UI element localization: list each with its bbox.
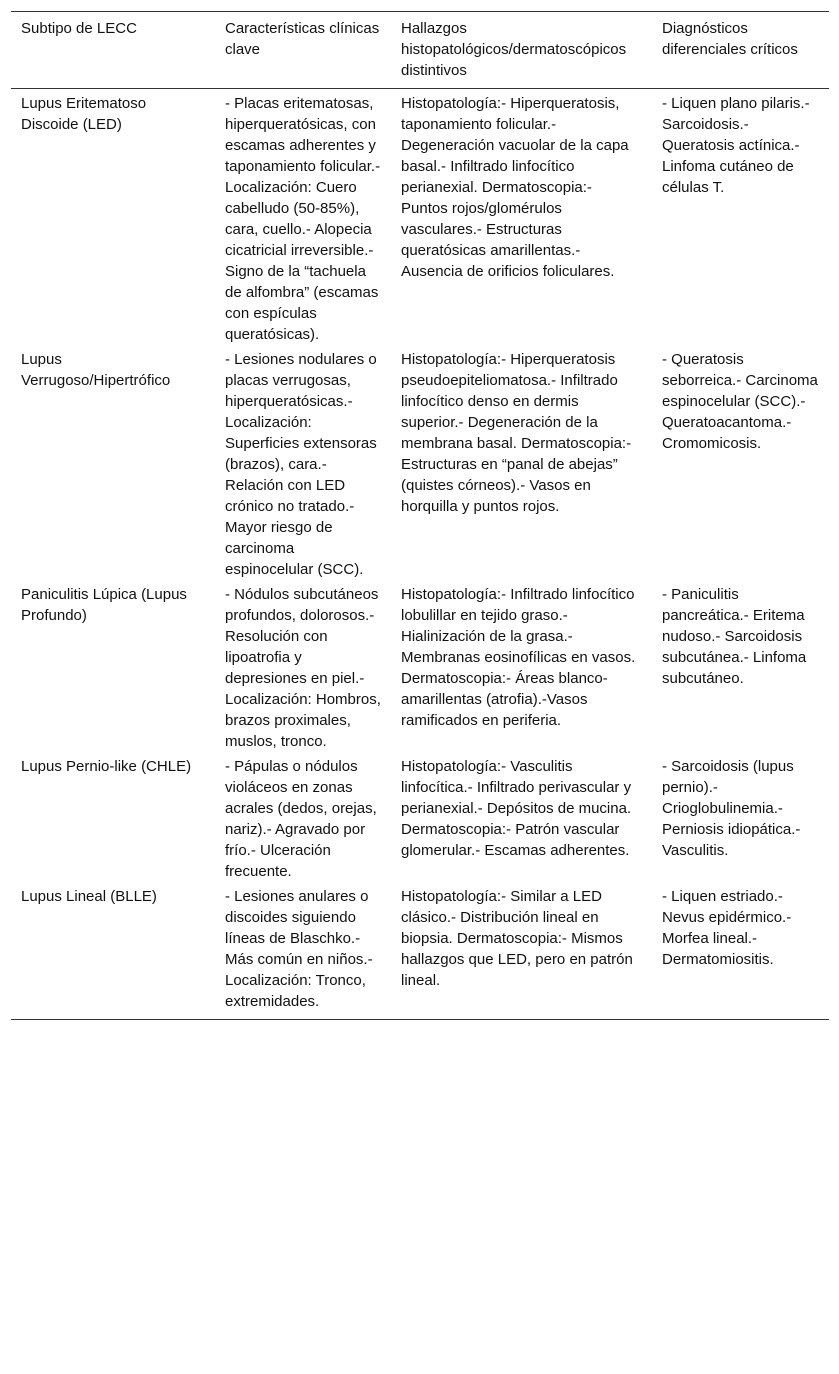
cell-differentials: - Liquen estriado.- Nevus epidérmico.- Morfea lineal.- Dermatomiositis. xyxy=(662,888,792,968)
cell-clinical: - Placas eritematosas, hiperqueratósicas, con escamas adherentes y taponamiento folicular.- Localización: Cuero cabelludo (50-85%), cara, cuello.- Alopecia cicatricial irreversible.- Signo de la “tachuela de alfombra” (escamas con espículas queratósicas). xyxy=(225,95,381,343)
cell-clinical: - Nódulos subcutáneos profundos, dolorosos.- Resolución con lipoatrofia y depresiones en piel.- Localización: Hombros, brazos proximales, muslos, tronco. xyxy=(225,586,381,750)
cell-findings: Histopatología:- Hiperqueratosis pseudoepiteliomatosa.- Infiltrado linfocítico denso en dermis superior.- Degeneración de la membrana basal. Dermatoscopia:- Estructuras en “panal de abejas” (quistes córneos).- Vasos en horquilla y puntos rojos. xyxy=(401,351,632,515)
table-row xyxy=(11,882,829,1020)
cell-differentials: - Sarcoidosis (lupus pernio).- Crioglobulinemia.- Perniosis idiopática.- Vasculitis. xyxy=(662,758,801,859)
table-row xyxy=(11,89,829,346)
table-body xyxy=(11,89,829,1020)
cell-differentials: - Paniculitis pancreática.- Eritema nudoso.- Sarcoidosis subcutánea.- Linfoma subcutáneo. xyxy=(662,586,807,687)
header-clinical-features: Características clínicas clave xyxy=(225,20,380,58)
cell-subtype: Paniculitis Lúpica (Lupus Profundo) xyxy=(21,586,187,624)
table-row xyxy=(11,345,829,580)
cell-clinical: - Lesiones anulares o discoides siguiendo líneas de Blaschko.- Más común en niños.- Localización: Tronco, extremidades. xyxy=(225,888,373,1010)
cell-findings: Histopatología:- Hiperqueratosis, taponamiento folicular.- Degeneración vacuolar de la capa basal.- Infiltrado linfocítico perianexial. Dermatoscopia:- Puntos rojos/glomérulos vasculares.- Estructuras queratósicas amarillentas.- Ausencia de orificios foliculares. xyxy=(401,95,629,280)
cell-subtype: Lupus Pernio-like (CHLE) xyxy=(21,758,192,775)
header-subtype: Subtipo de LECC xyxy=(21,20,137,37)
table-row xyxy=(11,752,829,882)
header-differentials: Diagnósticos diferenciales críticos xyxy=(662,20,798,58)
cell-findings: Histopatología:- Infiltrado linfocítico lobulillar en tejido graso.- Hialinización de la grasa.-Membranas eosinofílicas en vasos. Dermatoscopia:- Áreas blanco-amarillentas (atrofia).-Vasos ramificados en periferia. xyxy=(401,586,636,729)
cell-differentials: - Queratosis seborreica.- Carcinoma espinocelular (SCC).- Queratoacantoma.- Cromomicosis. xyxy=(662,351,818,452)
cell-subtype: Lupus Verrugoso/Hipertrófico xyxy=(21,351,171,389)
cell-subtype: Lupus Lineal (BLLE) xyxy=(21,888,157,905)
cell-findings: Histopatología:- Vasculitis linfocítica.- Infiltrado perivascular y perianexial.- Depósitos de mucina. Dermatoscopia:- Patrón vascular glomerular.- Escamas adherentes. xyxy=(401,758,632,859)
cell-clinical: - Pápulas o nódulos violáceos en zonas acrales (dedos, orejas, nariz).- Agravado por frío.- Ulceración frecuente. xyxy=(225,758,377,880)
header-row xyxy=(11,12,829,89)
table-header xyxy=(11,12,829,89)
table-row xyxy=(11,580,829,752)
cell-subtype: Lupus Eritematoso Discoide (LED) xyxy=(21,95,147,133)
cell-clinical: - Lesiones nodulares o placas verrugosas, hiperqueratósicas.- Localización: Superficies extensoras (brazos), cara.- Relación con LED crónico no tratado.- Mayor riesgo de carcinoma espinocelular (SCC). xyxy=(225,351,377,578)
cell-differentials: - Liquen plano pilaris.- Sarcoidosis.- Queratosis actínica.- Linfoma cutáneo de células T. xyxy=(662,95,810,196)
lecc-subtypes-table xyxy=(11,11,829,1020)
cell-findings: Histopatología:- Similar a LED clásico.- Distribución lineal en biopsia. Dermatoscopia:- Mismos hallazgos que LED, pero en patrón lineal. xyxy=(401,888,633,989)
header-findings: Hallazgos histopatológicos/dermatoscópicos distintivos xyxy=(401,20,627,79)
